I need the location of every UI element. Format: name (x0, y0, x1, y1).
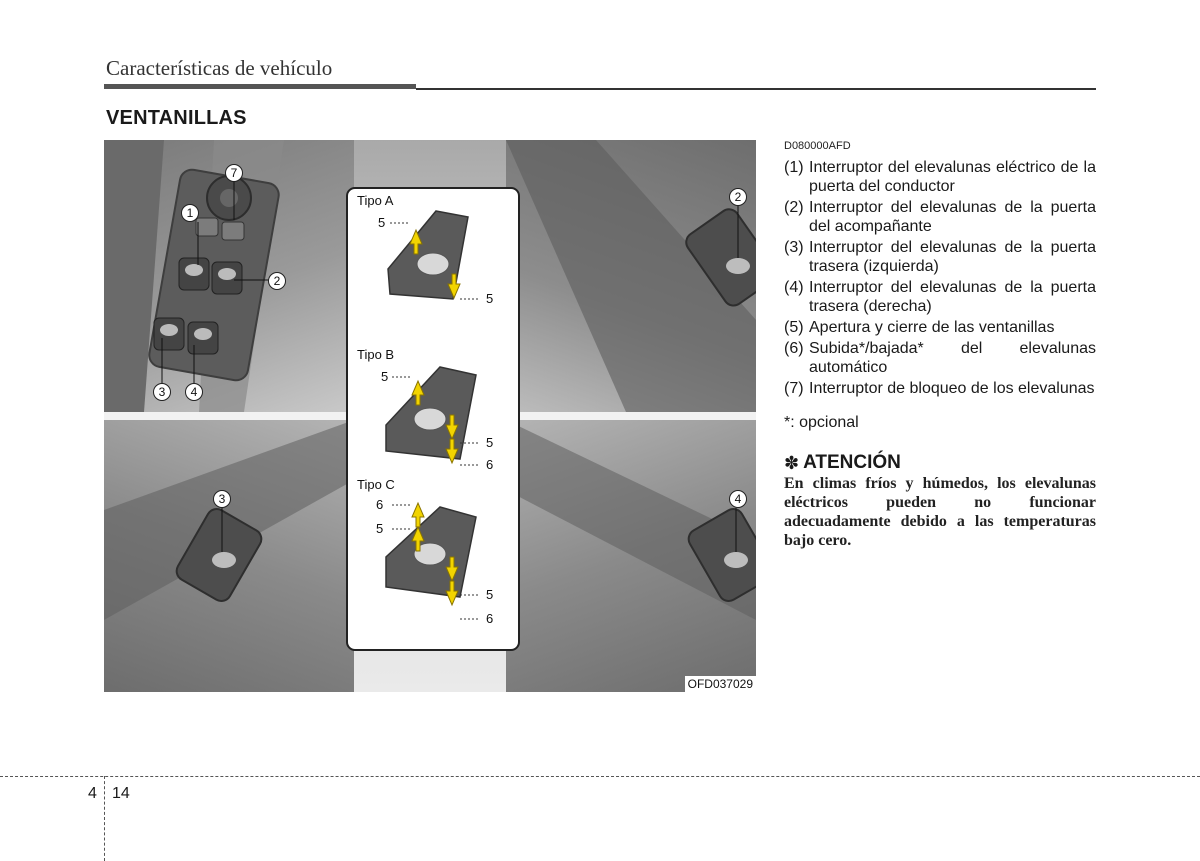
list-item (784, 198, 1096, 236)
item-text: Apertura y cierre de las ventanillas (809, 319, 1055, 336)
item-number: (3) (784, 239, 804, 256)
callout-4-rear-right: 4 (729, 490, 747, 508)
description-column (784, 140, 1096, 550)
caution-icon: ✽ (784, 452, 800, 473)
item-text: Interruptor de bloqueo de los elevalunas (809, 380, 1095, 397)
window-switches-illustration (104, 140, 756, 692)
tipo-b-down-label-2: 6 (486, 457, 494, 472)
page-header-title: Características de vehículo (106, 56, 333, 80)
tipo-b-label: Tipo B (357, 347, 395, 362)
item-number: (4) (784, 279, 804, 296)
item-text: Interruptor del elevalunas de la puerta del acompañante (809, 199, 1096, 235)
item-number: (5) (784, 319, 804, 336)
tipo-a-up-label: 5 (378, 215, 386, 230)
caution-title: ATENCIÓN (803, 452, 901, 473)
item-number: (1) (784, 159, 804, 176)
header-rule-thick (104, 84, 416, 89)
optional-note: *: opcional (784, 414, 859, 431)
callout-7: 7 (225, 164, 243, 182)
passenger-switch-drawing (506, 140, 756, 412)
passenger-door-panel (506, 140, 756, 412)
tipo-a-label: Tipo A (357, 193, 394, 208)
callout-2-passenger: 2 (729, 188, 747, 206)
list-item (784, 379, 1096, 398)
list-item (784, 339, 1096, 377)
tipo-b-down-label-1: 5 (486, 435, 494, 450)
switch-types-drawing (348, 189, 518, 649)
tipo-c-up-label-2: 5 (376, 521, 384, 536)
callout-3-rear-left: 3 (213, 490, 231, 508)
tipo-c-up-label-1: 6 (376, 497, 384, 512)
item-text: Interruptor del elevalunas de la puerta trasera (derecha) (809, 279, 1096, 315)
list-item (784, 318, 1096, 337)
callout-2: 2 (268, 272, 286, 290)
rear-right-switch-drawing (506, 420, 756, 692)
callout-4: 4 (185, 383, 203, 401)
item-text: Interruptor del elevalunas de la puerta trasera (izquierda) (809, 239, 1096, 275)
rear-left-switch-drawing (104, 420, 354, 692)
list-item (784, 278, 1096, 316)
caution-body: En climas fríos y húmedos, los elevalunas eléctricos pueden no funcionar adecuadamente debido a las temperaturas bajo cero. (784, 475, 1096, 549)
driver-door-panel (104, 140, 354, 412)
footer-dashed-divider (104, 776, 105, 861)
caution-heading (784, 452, 1096, 474)
item-number: (2) (784, 199, 804, 216)
header-rule-thin (416, 88, 1096, 90)
footer-dashed-rule (0, 776, 1200, 777)
item-number: (6) (784, 340, 804, 357)
list-item (784, 238, 1096, 276)
callout-1: 1 (181, 204, 199, 222)
section-title: VENTANILLAS (106, 107, 247, 129)
item-text: Interruptor del elevalunas eléctrico de la puerta del conductor (809, 159, 1096, 195)
rear-left-door-panel (104, 420, 354, 692)
doc-code: D080000AFD (784, 140, 851, 152)
tipo-c-down-label-2: 6 (486, 611, 494, 626)
item-list (784, 158, 1096, 398)
page-number: 14 (112, 785, 130, 802)
tipo-b-up-label: 5 (381, 369, 389, 384)
rear-right-door-panel (506, 420, 756, 692)
list-item (784, 158, 1096, 196)
item-text: Subida*/bajada* del elevalunas automático (809, 340, 1096, 376)
chapter-number: 4 (88, 785, 97, 802)
tipo-c-label: Tipo C (357, 477, 395, 492)
callout-3: 3 (153, 383, 171, 401)
tipo-c-down-label-1: 5 (486, 587, 494, 602)
figure-code: OFD037029 (685, 676, 756, 692)
item-number: (7) (784, 380, 804, 397)
tipo-a-down-label: 5 (486, 291, 494, 306)
switch-types-inset (346, 187, 520, 651)
